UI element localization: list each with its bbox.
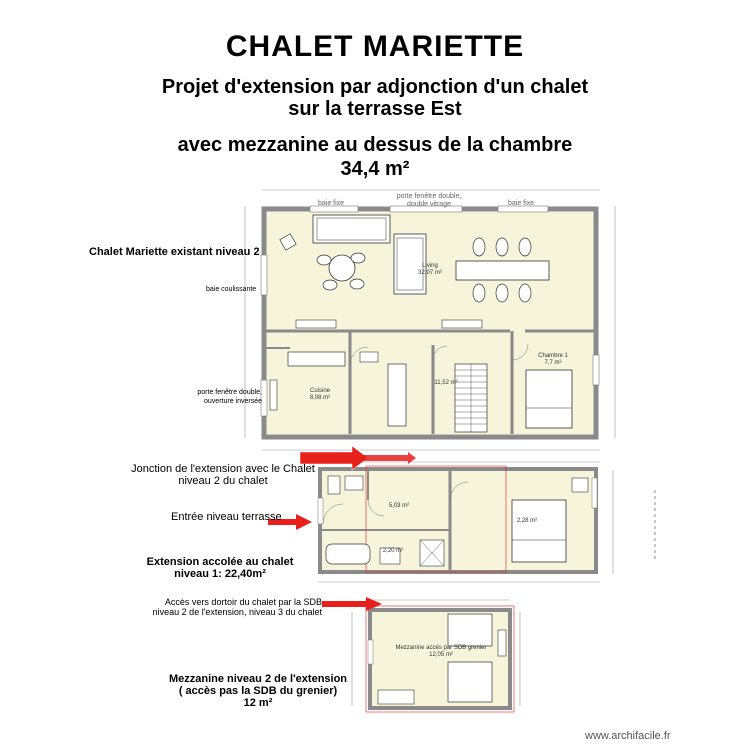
subtitle-line-2: sur la terrasse Est [288, 98, 462, 120]
bed [512, 500, 566, 562]
room-mezzanine-name: Mezzanine accès par SDB grenier [395, 645, 487, 651]
label-porte-inversee-l2: ouverture inversée [204, 398, 262, 405]
watermark: www.archifacile.fr [585, 730, 671, 742]
mattress [448, 614, 492, 646]
label-porte-inversee [160, 388, 262, 406]
label-mezzanine [160, 673, 356, 709]
label-jonction-l1: Jonction de l'extension avec le Chalet [131, 463, 315, 475]
chair [350, 279, 364, 289]
label-porte-inversee-l1: porte fenêtre double, [197, 389, 262, 396]
wardrobe [388, 364, 406, 426]
room-extension-a: 5,03 m² [388, 503, 410, 509]
room-living-area: 32,07 m² [418, 270, 442, 276]
label-mezzanine-l1: Mezzanine niveau 2 de l'extension [168, 673, 348, 685]
label-mezzanine-l2: ( accès pas la SDB du grenier) [178, 685, 338, 697]
dining-chair [519, 238, 531, 256]
area-total: 34,4 m² [340, 158, 410, 180]
room-cuisine-area: 8,08 m² [309, 395, 331, 401]
room-extension-b: 2,28 m² [516, 518, 538, 524]
room-extension-c: 2,20 m² [382, 548, 404, 554]
bed [526, 370, 572, 428]
label-existing-level: Chalet Mariette existant niveau 2 [89, 246, 260, 258]
radiator [296, 320, 336, 328]
dining-chair [496, 284, 508, 302]
room-chambre-name: Chambre 1 [538, 353, 568, 359]
kitchen-counter [288, 352, 345, 366]
room-chambre-area: 7,7 m² [544, 360, 562, 366]
dining-table [456, 261, 549, 280]
room-cuisine-name: Cuisine [309, 388, 330, 394]
radiator [442, 320, 482, 328]
label-acces-l2: niveau 2 de l'extension, niveau 3 du chalet [152, 607, 322, 617]
subtitle-line-1: Projet d'extension par adjonction d'un chalet [161, 76, 589, 98]
label-baie-coulissante: baie coulissante [206, 286, 257, 293]
label-mezzanine-l3: 12 m² [243, 697, 273, 709]
subtitle-line-3: avec mezzanine au dessus de la chambre [177, 134, 573, 156]
label-jonction-l2: niveau 2 du chalet [178, 475, 268, 487]
sofa [313, 215, 390, 243]
label-acces [128, 597, 322, 617]
label-porte-fenetre [389, 193, 469, 209]
chair [351, 253, 365, 263]
label-entree: Entrée niveau terrasse [171, 511, 282, 523]
label-extension [130, 556, 310, 580]
chair [323, 280, 337, 290]
plan-existing-level-2 [245, 190, 615, 450]
room-living-name: Living [422, 263, 438, 269]
mattress [448, 662, 492, 702]
label-extension-l1: Extension accolée au chalet [146, 556, 294, 568]
room-chambre [530, 353, 576, 367]
dining-chair [496, 238, 508, 256]
label-acces-l1: Accès vers dortoir du chalet par la SDB [164, 597, 322, 607]
window [592, 478, 597, 508]
window-baie-coulissante [261, 255, 267, 295]
dining-chair [519, 284, 531, 302]
storage [378, 690, 414, 704]
room-cuisine [300, 388, 340, 402]
window [368, 640, 373, 664]
dining-chair [473, 238, 485, 256]
dining-chair [473, 284, 485, 302]
window-chambre [593, 355, 599, 385]
label-porte-fenetre-l2: double vitrage [407, 201, 451, 208]
plan-extension-level-1 [318, 462, 613, 582]
label-jonction [128, 463, 318, 487]
label-extension-l2: niveau 1: 22,40m² [174, 568, 266, 580]
bedside-table [572, 478, 588, 492]
room-hall [434, 380, 458, 387]
bathtub [326, 544, 370, 564]
ladder [498, 630, 506, 656]
room-mezzanine [388, 645, 494, 659]
room-mezzanine-area: 12,05 m² [429, 652, 453, 658]
room-living [410, 263, 450, 277]
entry-door [318, 498, 323, 524]
label-porte-fenetre-l1: porte fenêtre double, [396, 193, 462, 200]
label-baie-fixe-right: baie fixe [508, 200, 535, 207]
toilet [328, 476, 340, 494]
label-baie-fixe-left: baie fixe [318, 200, 345, 207]
kitchen-unit [270, 380, 277, 410]
washbasin [345, 476, 363, 490]
page-title: CHALET MARIETTE [225, 30, 525, 63]
cabinet [360, 352, 378, 362]
room-hall-area: 11,52 m² [434, 380, 458, 386]
chair [317, 255, 331, 265]
